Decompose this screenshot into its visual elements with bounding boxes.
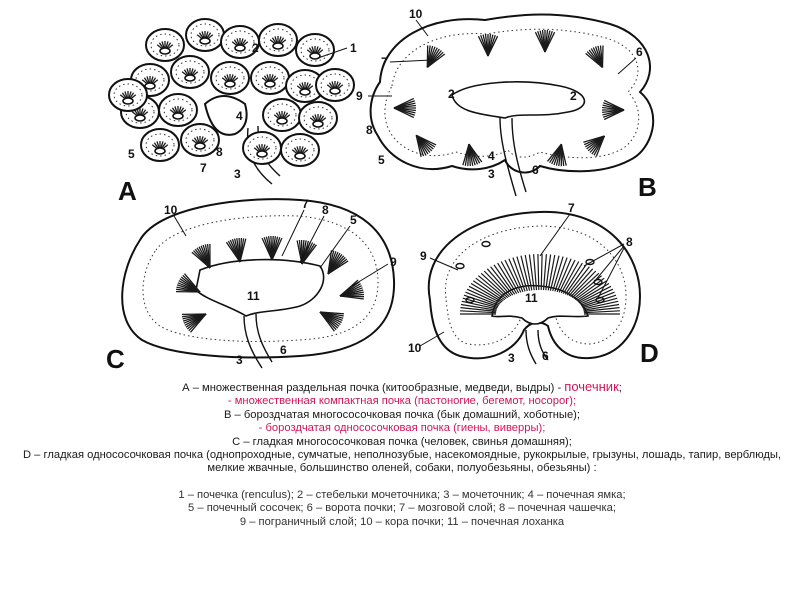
legend-line-3: 9 – пограничный слой; 10 – кора почки; 11 – почечная лоханка: [239, 515, 565, 528]
panel-a-renculus-calyx-15: [155, 148, 165, 154]
panel-a-label-5: 5: [128, 147, 135, 161]
panel-letter-a: A: [118, 176, 137, 206]
panel-d-label-8: 8: [626, 235, 633, 249]
panel-b-pyramid-4-stripe-8: [602, 46, 603, 68]
panel-d-label-10: 10: [408, 341, 422, 355]
panel-a-renculus-calyx-17: [295, 153, 305, 159]
panel-a-renculus-calyx-7: [185, 75, 195, 81]
caption-line-a2: - множественная компактная почка (пастоногие, бегемот, носорог);: [227, 395, 577, 408]
panel-letter-d: D: [640, 338, 659, 368]
panel-letter-c: C: [106, 344, 125, 374]
panel-a-label-3: 3: [234, 167, 241, 181]
panel-c-label-10: 10: [164, 203, 178, 217]
panel-a-renculus-calyx-4: [273, 43, 283, 49]
panel-a-label-4: 4: [236, 109, 243, 123]
panel-d-label-9: 9: [420, 249, 427, 263]
panel-c-label-8: 8: [322, 203, 329, 217]
panel-c-label-6: 6: [280, 343, 287, 357]
panel-b-label-4: 4: [488, 149, 495, 163]
panel-a-renculus-calyx-10: [300, 89, 310, 95]
panel-b-label-3: 3: [488, 167, 495, 181]
panel-a-label-1: 1: [350, 41, 357, 55]
panel-b-label-8: 8: [366, 123, 373, 137]
panel-b-label-2-left: 2: [448, 87, 455, 101]
legend-line-2: 5 – почечный сосочек; 6 – ворота почки; 7 – мозговой слой; 8 – почечная чашечка;: [188, 502, 616, 515]
panel-a-label-2: 2: [252, 41, 259, 55]
panel-a-renculus-calyx-2: [200, 38, 210, 44]
caption-line-a-text: А – множественная раздельная почка (китообразные, медведи, выдры) -: [182, 382, 565, 394]
panel-a-label-8: 8: [216, 145, 223, 159]
panel-a-renculus-calyx-13: [277, 118, 287, 124]
legend-line-1: 1 – почечка (renculus); 2 – стебельки мочеточника; 3 – мочеточник; 4 – почечная ямка;: [178, 488, 626, 501]
panel-c-label-7: 7: [302, 197, 309, 211]
caption-line-a-end: ;: [618, 382, 622, 394]
panel-a-renculus-calyx-18: [257, 151, 267, 157]
panel-c-label-3: 3: [236, 353, 243, 367]
caption-line-c: С – гладкая многососочковая почка (человек, свинья домашняя);: [232, 435, 572, 448]
panel-a-renculus-calyx-9: [265, 81, 275, 87]
panel-d-ureter: [526, 330, 536, 364]
panel-d-label-11: 11: [525, 291, 538, 305]
panel-b-label-6-top: 6: [636, 45, 643, 59]
panel-a-renculus-calyx-12: [173, 113, 183, 119]
figure-caption: [22, 380, 782, 529]
panel-a-renculus-calyx-11: [135, 115, 145, 121]
panel-a-renculus-calyx-16: [195, 143, 205, 149]
caption-line-b: В – бороздчатая многососочковая почка (бык домашний, хоботные);: [223, 408, 581, 421]
panel-b-label-2-right: 2: [570, 89, 577, 103]
panel-a-renculus-calyx-6: [145, 83, 155, 89]
panel-c-label-9: 9: [390, 255, 397, 269]
panel-letter-b: B: [638, 172, 657, 202]
panel-a-renculus-calyx-3: [235, 45, 245, 51]
panel-a-renculus-calyx-1: [160, 48, 170, 54]
panel-b-label-6-bottom: 6: [532, 163, 539, 177]
panel-b-label-5: 5: [378, 153, 385, 167]
panel-a-renculus-calyx-14: [313, 121, 323, 127]
panel-c-label-5: 5: [350, 213, 357, 227]
caption-line-d: D – гладкая одноcосочковая почка (однопроходные, сумчатые, неполнозубые, насекомоядные, рукокрылые, грызуны, лошадь, тапир, верблюды, мелкие жвачные, большинство оленей, собаки, полуобезьяны, обезьяны) :: [22, 449, 782, 475]
panel-a-renculus-calyx-20: [330, 88, 340, 94]
panel-b-label-10: 10: [409, 7, 423, 21]
panel-d-label-3: 3: [508, 351, 515, 365]
panel-b-label-9: 9: [356, 89, 363, 103]
panel-c-label-11: 11: [247, 289, 260, 303]
caption-line-a: [22, 380, 782, 395]
panel-b-label-7: 7: [381, 55, 388, 69]
panel-a-label-7: 7: [200, 161, 207, 175]
caption-line-b2: - бороздчатая одноcосочковая почка (гиены, виверры);: [258, 422, 546, 435]
panel-a-renculus-calyx-8: [225, 81, 235, 87]
panel-d-label-6: 6: [542, 349, 549, 363]
caption-highlight-pochechnik: почечник: [564, 379, 619, 394]
panel-d-label-7: 7: [568, 201, 575, 215]
panel-a-renculus-calyx-19: [123, 98, 133, 104]
